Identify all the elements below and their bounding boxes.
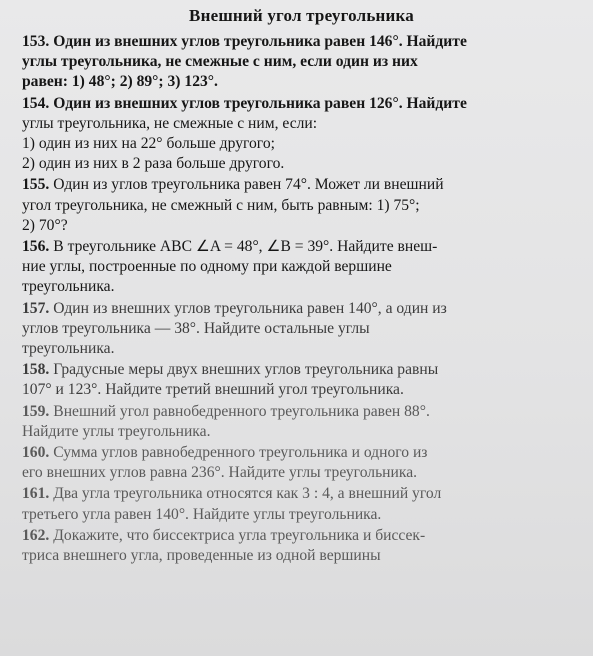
- problem-text-line: Один из внешних углов треугольника равен 146°. Найдите: [53, 33, 467, 50]
- problem-160: [22, 443, 581, 483]
- problem-text-line: триса внешнего угла, проведенные из одной вершины: [22, 547, 381, 565]
- problem-number: 157.: [22, 299, 50, 317]
- problem-text-line: 1) один из них на 22° больше другого;: [22, 135, 275, 153]
- problem-number: 160.: [22, 444, 50, 462]
- problem-153: [22, 32, 581, 93]
- problem-text-line: треугольника.: [22, 340, 115, 358]
- problem-number: 159.: [22, 402, 50, 420]
- problem-text-line: Найдите углы треугольника.: [22, 422, 211, 440]
- problem-text-line: углы треугольника, не смежные с ним, если один из них: [22, 53, 418, 71]
- problem-text-line: равен: 1) 48°; 2) 89°; 3) 123°.: [22, 73, 218, 91]
- problem-text-line: углов треугольника — 38°. Найдите остальные углы: [22, 319, 370, 337]
- problem-text-line: 107° и 123°. Найдите третий внешний угол треугольника.: [22, 381, 404, 399]
- problem-157: [22, 299, 581, 360]
- problem-number: 158.: [22, 361, 50, 379]
- problem-text-line: В треугольнике ABC ∠A = 48°, ∠B = 39°. Найдите внеш-: [53, 238, 438, 256]
- problem-list: [22, 32, 581, 566]
- problem-number: 161.: [22, 485, 50, 503]
- problem-text-line: Один из внешних углов треугольника равен 126°. Найдите: [53, 94, 467, 112]
- problem-text-line: Один из внешних углов треугольника равен 140°, а один из: [53, 299, 447, 317]
- problem-text-line: Сумма углов равнобедренного треугольника и одного из: [53, 444, 428, 462]
- problem-text-line: углы треугольника, не смежные с ним, если:: [22, 114, 318, 132]
- problem-number: 154.: [22, 94, 50, 112]
- problem-text-line: треугольника.: [22, 278, 115, 296]
- problem-text-line: Градусные меры двух внешних углов треугольника равны: [53, 361, 439, 379]
- problem-159: [22, 402, 581, 442]
- problem-text-line: его внешних углов равна 236°. Найдите углы треугольника.: [22, 464, 418, 482]
- problem-156: [22, 237, 581, 298]
- problem-text-line: ние углы, построенные по одному при каждой вершине: [22, 258, 392, 276]
- problem-text-line: угол треугольника, не смежный с ним, быть равным: 1) 75°;: [22, 196, 420, 214]
- problem-text-line: 2) один из них в 2 раза больше другого.: [22, 155, 285, 173]
- problem-161: [22, 484, 581, 524]
- problem-155: [22, 175, 581, 236]
- problem-154: [22, 94, 581, 175]
- problem-number: 162.: [22, 526, 50, 544]
- problem-text-line: Один из углов треугольника равен 74°. Может ли внешний: [53, 176, 444, 194]
- problem-text-line: Докажите, что биссектриса угла треугольника и биссек-: [53, 526, 426, 544]
- problem-162: [22, 526, 581, 566]
- section-title: Внешний угол треугольника: [189, 6, 414, 25]
- problem-text-line: третьего угла равен 140°. Найдите углы треугольника.: [22, 505, 382, 523]
- problem-text-line: Внешний угол равнобедренного треугольника равен 88°.: [53, 402, 430, 420]
- problem-158: [22, 360, 581, 400]
- problem-number: 156.: [22, 238, 50, 256]
- problem-text-line: 2) 70°?: [22, 216, 68, 234]
- problem-text-line: Два угла треугольника относятся как 3 : 4, а внешний угол: [53, 485, 442, 503]
- problem-number: 153.: [22, 33, 50, 50]
- problem-number: 155.: [22, 176, 50, 194]
